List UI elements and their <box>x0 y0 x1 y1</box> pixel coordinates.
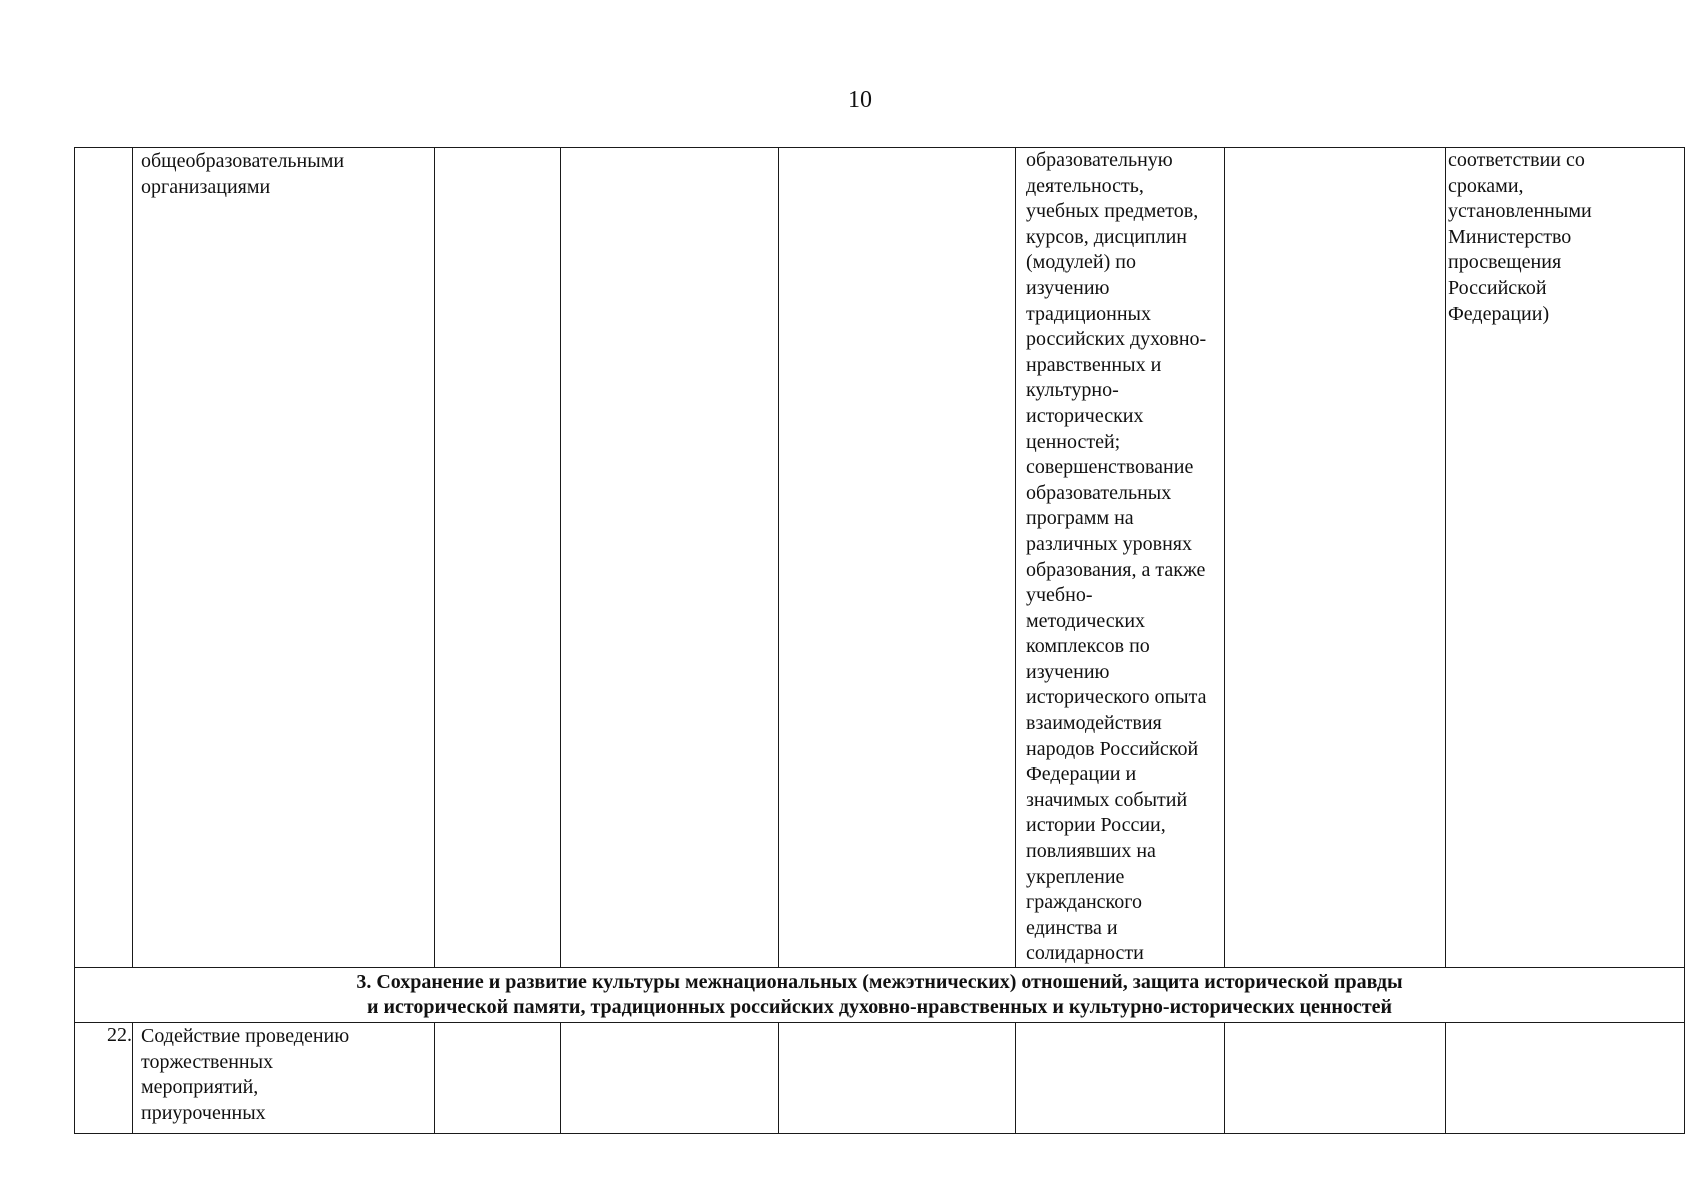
page-number: 10 <box>848 87 872 113</box>
cell-22-col4-empty <box>561 1023 779 1134</box>
cell-col3-empty <box>435 148 561 968</box>
cell-deadline <box>1446 148 1685 968</box>
event-name-text: общеобразовательными организациями <box>141 150 345 198</box>
cell-22-col6-empty <box>1016 1023 1225 1134</box>
row-number: 22. <box>107 1024 132 1046</box>
section-header-cell <box>75 968 1685 1023</box>
cell-row-number <box>75 1023 133 1134</box>
cell-22-col3-empty <box>435 1023 561 1134</box>
measures-table <box>74 147 1685 1134</box>
expected-result-text: образовательную деятельность, учебных предметов, курсов, дисциплин (модулей) по изучению традиционных российских духовно- нравственных и культурно- исторических ценностей; совершенствование образовательных программ на различных уровнях образования, а также учебно- методических комплексов по изучению исторического опыта взаимодействия народов Российской Федерации и значимых событий истории России, повлиявших на укрепление гражданского единства и солидарности <box>1026 149 1207 965</box>
table-row-22 <box>75 1023 1685 1134</box>
section-title-line-2: и исторической памяти, традиционных российских духовно-нравственных и культурно-исторических ценностей <box>366 996 1393 1018</box>
cell-event-name <box>133 148 435 968</box>
cell-expected-result <box>1016 148 1225 968</box>
cell-event-name-22 <box>133 1023 435 1134</box>
table-row-continuation <box>75 148 1685 968</box>
cell-22-col8-empty <box>1446 1023 1685 1134</box>
cell-col4-empty <box>561 148 779 968</box>
section-header-row <box>75 968 1685 1023</box>
cell-col7-empty <box>1225 148 1446 968</box>
deadline-text: соответствии со сроками, установленными Министерство просвещения Российской Федерации) <box>1448 149 1592 325</box>
cell-col5-empty <box>779 148 1016 968</box>
cell-22-col5-empty <box>779 1023 1016 1134</box>
event-name-22-text: Содействие проведению торжественных мероприятий, приуроченных <box>141 1025 350 1124</box>
cell-number-empty <box>75 148 133 968</box>
cell-22-col7-empty <box>1225 1023 1446 1134</box>
section-title-line-1: 3. Сохранение и развитие культуры межнациональных (межэтнических) отношений, защита исторической правды <box>356 971 1403 993</box>
